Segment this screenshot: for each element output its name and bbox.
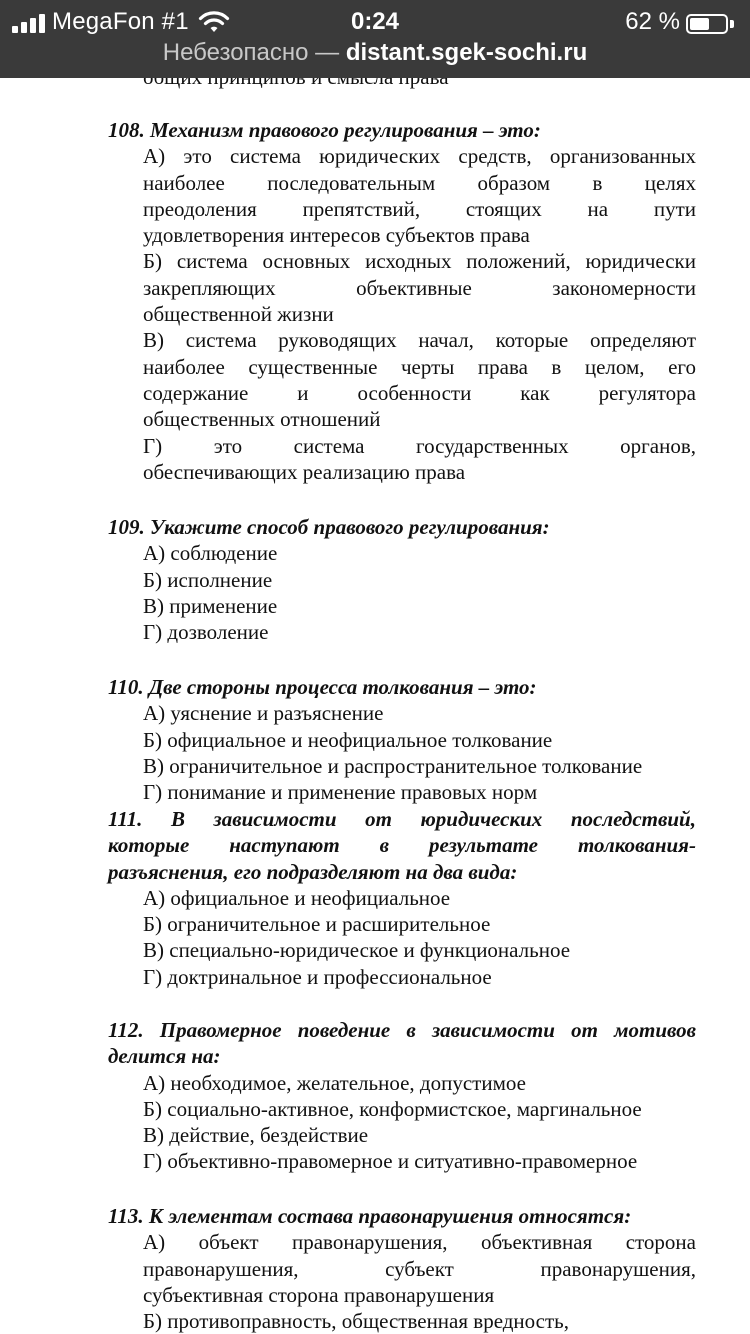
question-heading-line: которые наступают в результате толкования-: [108, 833, 696, 858]
answer-option: [143, 779, 696, 805]
answer-option-line: общественных отношений: [143, 407, 381, 432]
answer-option: [143, 540, 696, 566]
answer-option-line: преодоления препятствий, стоящих на пути: [143, 196, 696, 221]
answer-option-line: Б) социально-активное, конформистское, маргинальное: [143, 1096, 642, 1121]
question-heading: [108, 514, 550, 540]
answer-option: [143, 567, 696, 593]
question-heading-line: 109. Укажите способ правового регулирования:: [108, 515, 550, 539]
question-heading-line: 110. Две стороны процесса толкования – это:: [108, 675, 537, 699]
address-bar[interactable]: [0, 38, 750, 68]
question-heading-line: 108. Механизм правового регулирования – это:: [108, 118, 541, 142]
answer-option-line: В) специально-юридическое и функциональное: [143, 938, 571, 963]
answer-option: [143, 593, 696, 619]
answer-option-line: Г) доктринальное и профессиональное: [143, 964, 492, 989]
answer-option: [143, 885, 696, 911]
answer-options: [143, 700, 696, 805]
clock: 0:24: [350, 8, 400, 35]
site-domain: distant.sgek-sochi.ru: [345, 39, 588, 66]
answer-option: [143, 937, 696, 963]
question-heading: [108, 674, 537, 700]
answer-option: [143, 1096, 696, 1122]
question-heading-line: разъяснения, его подразделяют на два вида:: [108, 859, 518, 884]
answer-option: [143, 964, 696, 990]
carrier-name: MegaFon #1: [52, 8, 189, 35]
question-heading-line: делится на:: [108, 1044, 221, 1069]
answer-option-line: Б) система основных исходных положений, юридически: [143, 249, 696, 274]
answer-option-line: А) официальное и неофициальное: [143, 885, 451, 910]
answer-option: [143, 143, 696, 248]
answer-option-line: наиболее существенные черты права в целом, его: [143, 354, 696, 379]
answer-option-line: А) уяснение и разъяснение: [143, 701, 384, 726]
answer-option-line: Б) ограничительное и расширительное: [143, 912, 491, 937]
answer-option: [143, 1122, 696, 1148]
answer-options: [143, 885, 696, 990]
answer-option-line: Г) это система государственных органов,: [143, 433, 696, 458]
answer-options: [143, 1070, 696, 1175]
answer-options: [143, 1229, 696, 1334]
answer-option-line: закрепляющих объективные закономерности: [143, 275, 696, 300]
answer-option: [143, 753, 696, 779]
battery-level-fill: [690, 18, 709, 30]
answer-option-line: А) необходимое, желательное, допустимое: [143, 1070, 526, 1095]
answer-option-line: Б) противоправность, общественная вредность,: [143, 1309, 570, 1334]
answer-option: [143, 327, 696, 432]
answer-option-line: наиболее последовательным образом в целях: [143, 170, 696, 195]
answer-option: [143, 911, 696, 937]
answer-option-line: А) объект правонарушения, объективная сторона: [143, 1230, 696, 1255]
question-heading: [108, 806, 696, 885]
answer-option-line: В) ограничительное и распространительное толкование: [143, 753, 643, 778]
answer-option-line: В) система руководящих начал, которые определяют: [143, 328, 696, 353]
answer-options: [143, 143, 696, 485]
status-row: [0, 6, 750, 38]
answer-option: [143, 1070, 696, 1096]
answer-options: [143, 540, 696, 645]
answer-option: [143, 727, 696, 753]
question-heading: [108, 117, 541, 143]
answer-option: [143, 248, 696, 327]
answer-option-line: А) это система юридических средств, организованных: [143, 144, 696, 169]
answer-option-line: общественной жизни: [143, 302, 334, 327]
answer-option-line: содержание и особенности как регулятора: [143, 380, 696, 405]
answer-option-line: Б) официальное и неофициальное толкование: [143, 727, 553, 752]
answer-option-line: Г) объективно-правомерное и ситуативно-правомерное: [143, 1149, 638, 1174]
question-heading: [108, 1017, 696, 1070]
battery-icon: [686, 14, 734, 36]
answer-option-line: В) применение: [143, 593, 278, 618]
battery-percent: 62 %: [625, 8, 680, 35]
question-heading-line: 112. Правомерное поведение в зависимости от мотивов: [108, 1018, 696, 1042]
answer-option-line: А) соблюдение: [143, 541, 278, 566]
answer-option: [143, 1229, 696, 1308]
answer-option-line: Г) понимание и применение правовых норм: [143, 780, 538, 805]
ios-status-bar: [0, 0, 750, 78]
answer-option-line: обеспечивающих реализацию права: [143, 459, 466, 484]
answer-option: [143, 433, 696, 486]
answer-option: [143, 700, 696, 726]
answer-option: [143, 619, 696, 645]
answer-option-line: Г) дозволение: [143, 620, 269, 645]
answer-option-line: субъективная сторона правонарушения: [143, 1282, 495, 1307]
question-heading: [108, 1203, 631, 1229]
answer-option-line: правонарушения, субъект правонарушения,: [143, 1256, 696, 1281]
question-heading-line: 113. К элементам состава правонарушения относятся:: [108, 1204, 632, 1228]
answer-option-line: Б) исполнение: [143, 567, 273, 592]
answer-option: [143, 1308, 696, 1334]
answer-option: [143, 1148, 696, 1174]
security-label: Небезопасно —: [162, 39, 340, 66]
question-heading-line: 111. В зависимости от юридических последствий,: [108, 807, 696, 831]
answer-option-line: В) действие, бездействие: [143, 1123, 369, 1148]
answer-option-line: удовлетворения интересов субъектов права: [143, 223, 530, 248]
